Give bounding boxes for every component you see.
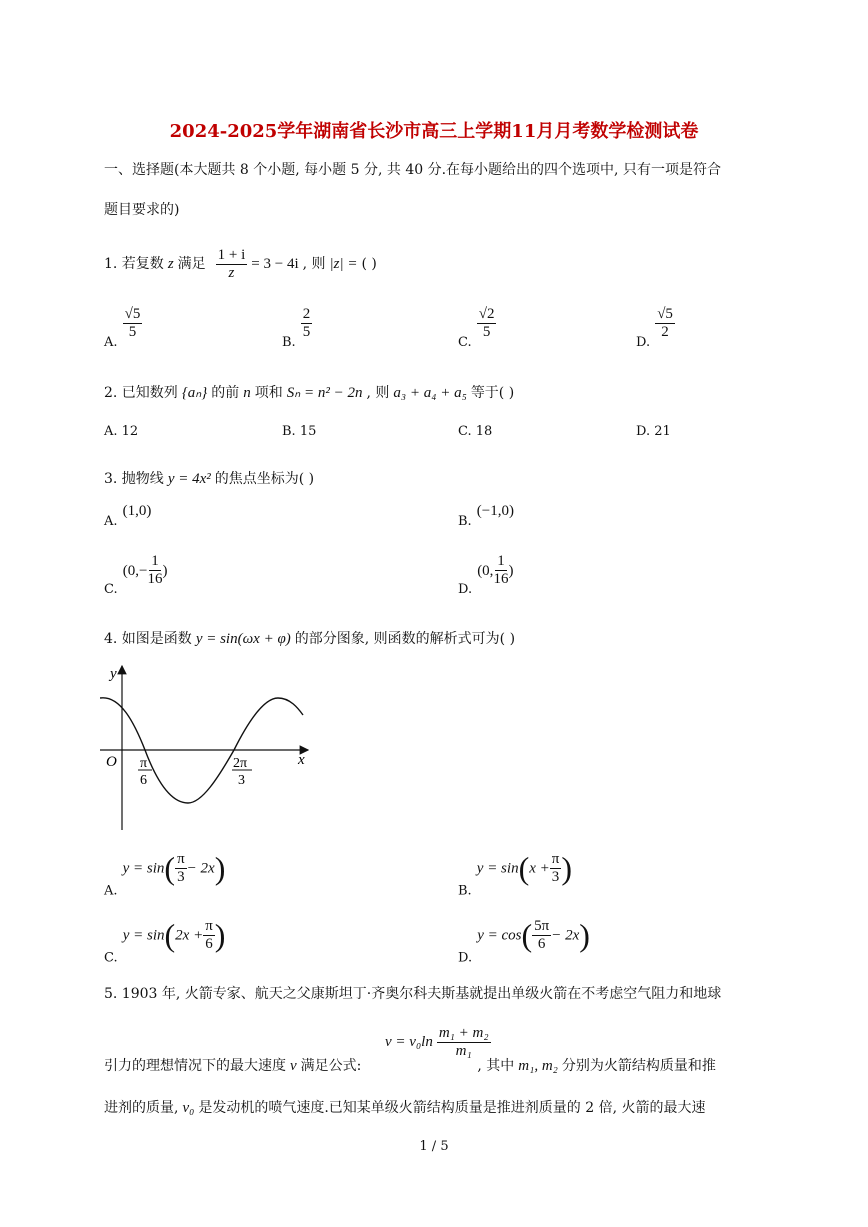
q4-option-b-den: 3 bbox=[551, 868, 560, 885]
q5-line3 bbox=[104, 1099, 705, 1117]
q2-suffix: 等于( ) bbox=[470, 385, 515, 401]
q4-option-a-pre: y = sin bbox=[122, 860, 165, 877]
q3-option-d-label: D. bbox=[458, 582, 473, 597]
q5-line2-a: 引力的理想情况下的最大速度 bbox=[104, 1058, 286, 1074]
graph-y-label: y bbox=[110, 666, 117, 682]
q4-option-d-den: 6 bbox=[537, 935, 546, 952]
q5-formula-num: m₁ + m₂ bbox=[438, 1025, 489, 1041]
q3-option-d bbox=[458, 553, 513, 597]
q4-option-a-label: A. bbox=[104, 883, 118, 899]
q1-abs: |z| = bbox=[329, 256, 358, 272]
graph-origin-label: O bbox=[106, 754, 117, 770]
q4-option-c-num: π bbox=[205, 917, 213, 934]
q3-option-c-pre: (0,− bbox=[122, 563, 148, 579]
q1-var: z bbox=[167, 256, 174, 272]
graph-tick2-num: 2π bbox=[233, 756, 248, 771]
q4-option-c-inner: 2x + bbox=[175, 927, 204, 944]
q1-option-d-den: 2 bbox=[661, 324, 669, 340]
q3-option-d-pre: (0, bbox=[477, 563, 494, 579]
q3-option-a bbox=[104, 500, 151, 529]
q3-option-b-label: B. bbox=[458, 514, 472, 529]
q3-eq: y = 4x² bbox=[167, 471, 211, 487]
q3-option-b bbox=[458, 500, 514, 529]
q3-option-c-den: 16 bbox=[147, 571, 163, 587]
q2-mid2: 项和 bbox=[254, 385, 283, 401]
q1-option-a-den: 5 bbox=[128, 324, 137, 340]
page-number: 1 / 5 bbox=[419, 1139, 449, 1154]
question-4-stem bbox=[104, 630, 515, 648]
q3-option-c-label: C. bbox=[104, 582, 118, 597]
q2-expr: a₃ + a₄ + a₅ bbox=[393, 385, 467, 401]
q1-frac-den: z bbox=[228, 264, 235, 281]
q1-option-b-num: 2 bbox=[302, 306, 311, 322]
q5-line2-d: 分别为火箭结构质量和推 bbox=[561, 1058, 716, 1074]
q4-option-c: $_{C.}$ y = sin(2x + $\frac{\pi}{6}$ ) bbox=[104, 917, 226, 966]
q1-eq: = 3 − 4i bbox=[251, 256, 299, 272]
q3-option-a-value: (1,0) bbox=[122, 503, 152, 519]
q3-option-d-num: 1 bbox=[497, 553, 505, 569]
q1-option-d bbox=[636, 306, 675, 350]
q4-option-d: $_{D.}$ y = cos( $\frac{5\pi}{6}$ − 2x) bbox=[458, 917, 590, 966]
q1-option-d-num: √5 bbox=[657, 306, 673, 322]
q3-option-d-den: 16 bbox=[493, 571, 509, 587]
question-3-stem bbox=[104, 470, 314, 488]
q3-option-b-value: (−1,0) bbox=[476, 503, 514, 519]
q4-sine-graph bbox=[100, 660, 315, 835]
q1-blank: ( ) bbox=[361, 256, 377, 272]
q2-mid: 的前 bbox=[211, 385, 240, 401]
q4-prefix: 4. 如图是函数 bbox=[104, 631, 192, 647]
q1-frac-num: 1 + i bbox=[217, 246, 246, 263]
q1-option-b-label: B. bbox=[282, 335, 296, 350]
q2-seq: {aₙ} bbox=[181, 385, 208, 401]
q4-option-b-pre: y = sin bbox=[476, 860, 519, 877]
q1-option-c-label: C. bbox=[458, 335, 472, 350]
q4-func: y = sin(ωx + φ) bbox=[195, 631, 291, 647]
q3-option-c-num: 1 bbox=[151, 553, 159, 569]
q4-option-a-post: − 2x bbox=[186, 860, 215, 877]
q1-option-a-label: A. bbox=[104, 335, 118, 350]
graph-tick1-num: π bbox=[140, 756, 148, 771]
section-heading-line1: 一、选择题(本大题共 8 个小题, 每小题 5 分, 共 40 分.在每小题给出的四个选项中, 只有一项是符合 bbox=[104, 162, 721, 178]
question-2-stem bbox=[104, 384, 514, 402]
q4-option-a: $_{A.}$ y = sin( $\frac{\pi}{3}$ − 2x) bbox=[104, 850, 226, 899]
q5-line2 bbox=[104, 1057, 716, 1075]
graph-x-label: x bbox=[298, 752, 305, 768]
q1-option-a bbox=[104, 306, 142, 350]
q2-prefix: 2. 已知数列 bbox=[104, 385, 178, 401]
q5-line3-v0: v₀ bbox=[182, 1100, 195, 1116]
q5-line3-b: 是发动机的喷气速度.已知某单级火箭结构质量是推进剂质量的 2 倍, 火箭的最大速 bbox=[198, 1100, 706, 1116]
q1-option-c-num: √2 bbox=[478, 306, 495, 322]
q4-option-d-num: 5π bbox=[534, 917, 550, 934]
q5-formula-pre: v = v₀ln bbox=[385, 1034, 433, 1050]
q5-line3-a: 进剂的质量, bbox=[104, 1100, 179, 1116]
q3-suffix: 的焦点坐标为( ) bbox=[214, 471, 315, 487]
q4-option-b: $_{B.}$ y = sin(x + $\frac{\pi}{3}$ ) bbox=[458, 850, 572, 899]
graph-tick1-den: 6 bbox=[140, 773, 147, 788]
q4-option-c-pre: y = sin bbox=[122, 927, 165, 944]
q3-option-a-label: A. bbox=[104, 514, 118, 529]
q4-option-c-label: C. bbox=[104, 950, 118, 966]
q4-option-c-den: 6 bbox=[205, 935, 213, 952]
document-title: 2024-2025学年湖南省长沙市高三上学期11月月考数学检测试卷 bbox=[169, 121, 699, 142]
q4-suffix: 的部分图象, 则函数的解析式可为( ) bbox=[294, 631, 516, 647]
q4-option-d-label: D. bbox=[458, 950, 473, 966]
q5-formula bbox=[385, 1025, 491, 1060]
q1-then: , 则 bbox=[302, 256, 326, 272]
q1-mid: 满足 bbox=[177, 256, 206, 272]
q3-option-d-post: ) bbox=[508, 563, 514, 579]
q4-option-d-post: − 2x bbox=[551, 927, 580, 944]
q3-prefix: 3. 抛物线 bbox=[104, 471, 164, 487]
q5-line2-c: , 其中 bbox=[477, 1058, 515, 1074]
question-1-stem bbox=[104, 244, 377, 284]
section-heading-line2: 题目要求的) bbox=[104, 202, 180, 218]
q1-option-a-num: √5 bbox=[124, 306, 141, 322]
q5-line2-v: v bbox=[290, 1058, 297, 1074]
q2-option-b: B. 15 bbox=[282, 424, 317, 439]
q5-line1: 5. 1903 年, 火箭专家、航天之父康斯坦丁·齐奥尔科夫斯基就提出单级火箭在不考虑空气阻力和地球 bbox=[104, 986, 722, 1002]
q4-option-b-num: π bbox=[551, 850, 560, 867]
q2-sn: Sₙ = n² − 2n bbox=[286, 385, 363, 401]
q4-option-a-den: 3 bbox=[177, 868, 185, 885]
graph-tick2-den: 3 bbox=[238, 773, 245, 788]
q1-option-d-label: D. bbox=[636, 335, 651, 350]
q4-option-b-inner: x + bbox=[529, 860, 550, 877]
q1-fraction bbox=[216, 247, 248, 282]
q1-option-b bbox=[282, 306, 312, 350]
q4-option-a-num: π bbox=[177, 850, 185, 867]
q2-option-c: C. 18 bbox=[458, 424, 493, 439]
q5-line2-b: 满足公式: bbox=[300, 1058, 362, 1074]
q2-then: , 则 bbox=[366, 385, 390, 401]
q1-option-c-den: 5 bbox=[482, 324, 491, 340]
q2-option-a: A. 12 bbox=[104, 424, 139, 439]
q5-formula-den: m₁ bbox=[455, 1043, 472, 1059]
q3-option-c-post: ) bbox=[162, 563, 168, 579]
q5-line2-m: m₁, m₂ bbox=[518, 1058, 558, 1074]
q4-option-d-pre: y = cos bbox=[477, 927, 522, 944]
q1-option-c bbox=[458, 306, 496, 350]
q4-option-b-label: B. bbox=[458, 883, 472, 899]
q2-n: n bbox=[243, 385, 251, 401]
q1-prefix: 1. 若复数 bbox=[104, 256, 164, 272]
q3-option-c bbox=[104, 553, 167, 597]
q2-option-d: D. 21 bbox=[636, 424, 671, 439]
q1-option-b-den: 5 bbox=[302, 324, 311, 340]
